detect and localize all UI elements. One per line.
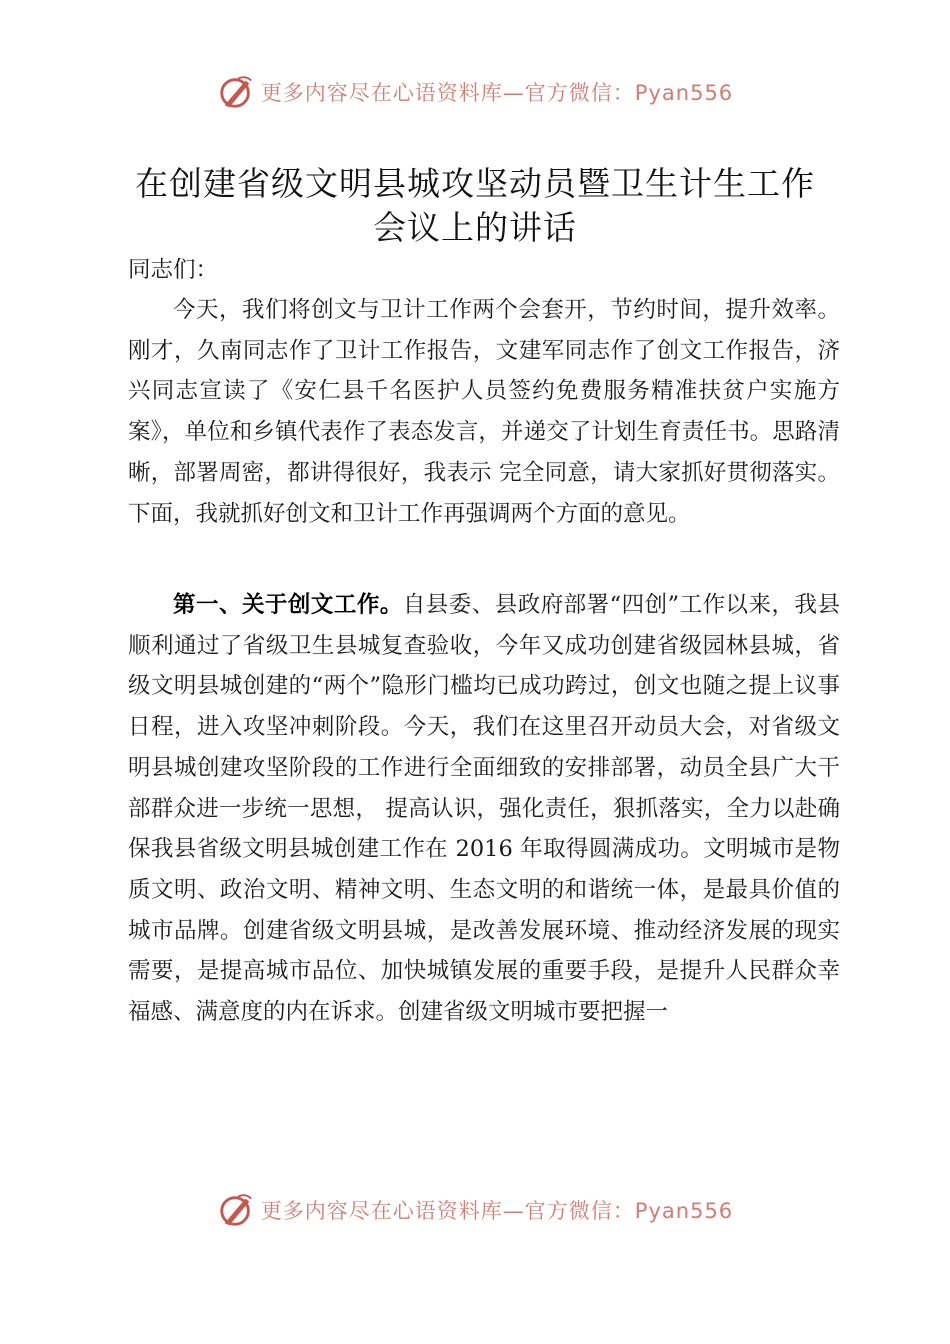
title-line-2: 会议上的讲话 xyxy=(373,208,577,247)
page-title xyxy=(100,162,850,250)
watermark-text: 更多内容尽在心语资料库—官方微信：Pyan556 xyxy=(260,1199,734,1223)
section-1-heading: 第一、关于创文工作。 xyxy=(173,592,403,618)
section-1-body: 自县委、县政府部署“四创”工作以来，我县顺利通过了省级卫生县城复查验收，今年又成功创建省级园林县城，省级文明县城创建的“两个”隐形门槛均已成功跨过，创文也随之提上议事日程，进入攻坚冲刺阶段。今天，我们在这里召开动员大会，对省级文明县城创建攻坚阶段的工作进行全面细致的安排部署，动员全县广大干部群众进一步统一思想， 提高认识，强化责任，狠抓落实，全力以赴确保我县省级文明县城创建工作在 2016 年取得圆满成功。文明城市是物质文明、政治文明、精神文明、生态文明的和谐统一体，是最具价值的城市品牌。创建省级文明县城，是改善发展环境、推动经济发展的现实需要，是提高城市品位、加快城镇发展的重要手段，是提升人民群众幸福感、满意度的内在诉求。创建省级文明城市要把握一 xyxy=(128,592,840,1026)
watermark-banner-bottom xyxy=(0,1188,950,1232)
pen-circle-logo-icon xyxy=(217,1191,255,1229)
title-line-1: 在创建省级文明县城攻坚动员暨卫生计生工作 xyxy=(135,164,815,203)
pen-circle-logo-icon xyxy=(217,73,255,111)
watermark-text: 更多内容尽在心语资料库—官方微信：Pyan556 xyxy=(260,81,734,105)
salutation: 同志们： xyxy=(128,257,219,283)
watermark-banner-top xyxy=(0,70,950,114)
paragraph-intro: 今天，我们将创文与卫计工作两个会套开，节约时间，提升效率。刚才，久南同志作了卫计工作报告，文建军同志作了创文工作报告，济兴同志宣读了《安仁县千名医护人员签约免费服务精准扶贫户实施方案》，单位和乡镇代表作了表态发言，并递交了计划生育责任书。思路清晰，部署周密，都讲得很好，我表示 完全同意，请大家抓好贯彻落实。下面，我就抓好创文和卫计工作再强调两个方面的意见。 xyxy=(128,297,840,527)
paragraph-section-1 xyxy=(128,585,840,1033)
